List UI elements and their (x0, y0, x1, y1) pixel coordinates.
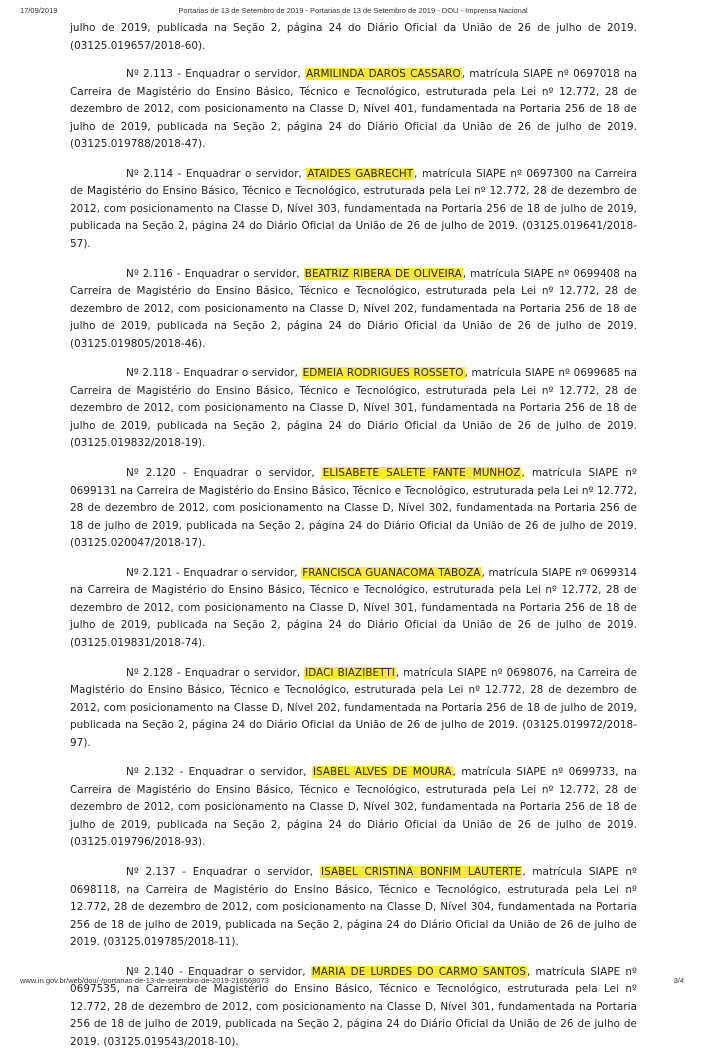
portaria-entry (70, 66, 637, 154)
portaria-entry (70, 266, 637, 354)
entry-prefix: Nº 2.120 - Enquadrar o servidor, (126, 467, 315, 480)
page-number: 3/4 (673, 976, 684, 985)
entry-prefix: Nº 2.121 - Enquadrar o servidor, (126, 566, 298, 579)
entry-text: , matrícula SIAPE nº 0698076, na Carreira de Magistério do Ensino Básico, Técnico e Tecnológico, estruturada pela Lei nº 12.772, 28 de dezembro de 2012, com posicionamento na Classe D, Nível 202, fundamentada na Portaria 256 de 18 de julho de 2019, publicada na Seção 2, página 24 do Diário Oficial da União de 26 de julho de 2019. (03125.019972/2018-97). (70, 666, 638, 749)
entry-text: , matrícula SIAPE nº 0697535, na Carreira de Magistério do Ensino Básico, Técnico e Tecnológico, estruturada pela Lei nº 12.772, 28 de dezembro de 2012, com posicionamento na Classe D, Nível 301, fundamentada na Portaria 256 de 18 de julho de 2019, publicada na Seção 2, página 24 do Diário Oficial da União de 26 de julho de 2019. (03125.019543/2018-10). (70, 965, 638, 1048)
entry-prefix: Nº 2.114 - Enquadrar o servidor, (126, 167, 302, 180)
entry-prefix: Nº 2.116 - Enquadrar o servidor, (126, 267, 300, 280)
entry-text: , matrícula SIAPE nº 0699408 na Carreira de Magistério do Ensino Básico, Técnico e Tecnológico, estruturada pela Lei nº 12.772, 28 de dezembro de 2012, com posicionamento na Classe D, Nível 202, fundamentada na Portaria 256 de 18 de julho de 2019, publicada na Seção 2, página 24 do Diário Oficial da União de 26 de julho de 2019. (03125.019805/2018-46). (70, 267, 638, 350)
entry-text: , matrícula SIAPE nº 0697300 na Carreira de Magistério do Ensino Básico, Técnico e Tecnológico, estruturada pela Lei nº 12.772, 28 de dezembro de 2012, com posicionamento na Classe D, Nível 303, fundamentada na Portaria 256 de 18 de julho de 2019, publicada na Seção 2, página 24 do Diário Oficial da União de 26 de julho de 2019. (03125.019641/2018-57). (70, 167, 637, 251)
highlighted-name: ATAIDES GABRECHT (307, 167, 414, 180)
continuation-paragraph: julho de 2019, publicada na Seção 2, página 24 do Diário Oficial da União de 26 de julho de 2019. (03125.019657/2018-60). (70, 22, 637, 52)
portaria-entry (70, 365, 637, 453)
highlighted-name: ARMILINDA DAROS CASSARO (306, 68, 461, 81)
print-date: 17/09/2019 (20, 6, 58, 15)
entry-prefix: Nº 2.137 - Enquadrar o servidor, (126, 865, 314, 878)
portaria-entry (70, 465, 637, 553)
page-url: www.in.gov.br/web/dou/-/portarias-de-13-de-setembro-de-2019-216568073 (20, 976, 269, 985)
entry-prefix: Nº 2.128 - Enquadrar o servidor, (126, 666, 301, 679)
entry-prefix: Nº 2.118 - Enquadrar o servidor, (126, 367, 298, 380)
highlighted-name: ISABEL ALVES DE MOURA (312, 766, 452, 779)
document-body (70, 20, 637, 1063)
entry-text: , matrícula SIAPE nº 0699131 na Carreira de Magistério do Ensino Básico, Técnico e Tecnológico, estruturada pela Lei nº 12.772, 28 de dezembro de 2012, com posicionamento na Classe D, Nível 302, fundamentada na Portaria 256 de 18 de julho de 2019, publicada na Seção 2, página 24 do Diário Oficial da União de 26 de julho de 2019. (03125.020047/2018-17). (70, 467, 637, 550)
portaria-entry (70, 166, 637, 254)
highlighted-name: BEATRIZ RIBERA DE OLIVEIRA (304, 267, 462, 280)
entry-prefix: Nº 2.140 - Enquadrar o servidor, (126, 965, 306, 978)
highlighted-name: MARIA DE LURDES DO CARMO SANTOS (311, 965, 526, 978)
entry-prefix: Nº 2.113 - Enquadrar o servidor, (126, 68, 301, 81)
print-header (0, 6, 706, 20)
entry-text: , matrícula SIAPE nº 0699733, na Carreira de Magistério do Ensino Básico, Técnico e Tecnológico, estruturada pela Lei nº 12.772, 28 de dezembro de 2012, com posicionamento na Classe D, Nível 302, fundamentada na Portaria 256 de 18 de julho de 2019, publicada na Seção 2, página 24 do Diário Oficial da União de 26 de julho de 2019. (03125.019796/2018-93). (70, 766, 637, 849)
highlighted-name: IDACI BIAZIBETTI (305, 666, 395, 679)
portaria-entry (70, 665, 637, 753)
entry-text: , matrícula SIAPE nº 0697018 na Carreira de Magistério do Ensino Básico, Técnico e Tecnológico, estruturada pela Lei nº 12.772, 28 de dezembro de 2012, com posicionamento na Classe D, Nível 401, fundamentada na Portaria 256 de 18 de julho de 2019, publicada na Seção 2, página 24 do Diário Oficial da União de 26 de julho de 2019. (03125.019788/2018-47). (70, 68, 638, 151)
entry-text: , matrícula SIAPE nº 0699314 na Carreira de Magistério do Ensino Básico, Técnico e Tecnológico, estruturada pela Lei nº 12.772, 28 de dezembro de 2012, com posicionamento na Classe D, Nível 301, fundamentada na Portaria 256 de 18 de julho de 2019, publicada na Seção 2, página 24 do Diário Oficial da União de 26 de julho de 2019. (03125.019831/2018-74). (70, 566, 638, 649)
highlighted-name: ELISABETE SALETE FANTE MUNHOZ (322, 467, 521, 480)
highlighted-name: ISABEL CRISTINA BONFIM LAUTERTE (321, 865, 522, 878)
entry-text: , matrícula SIAPE nº 0699685 na Carreira de Magistério do Ensino Básico, Técnico e Tecnológico, estruturada pela Lei nº 12.772, 28 de dezembro de 2012, com posicionamento na Classe D, Nível 301, fundamentada na Portaria 256 de 18 de julho de 2019, publicada na Seção 2, página 24 do Diário Oficial da União de 26 de julho de 2019. (03125.019832/2018-19). (70, 367, 637, 450)
entry-text: , matrícula SIAPE nº 0698118, na Carreira de Magistério do Ensino Básico, Técnico e Tecnológico, estruturada pela Lei nº 12.772, 28 de dezembro de 2012, com posicionamento na Classe D, Nível 304, fundamentada na Portaria 256 de 18 de julho de 2019, publicada na Seção 2, página 24 do Diário Oficial da União de 26 de julho de 2019. (03125.019785/2018-11). (70, 865, 637, 949)
highlighted-name: FRANCISCA GUANACOMA TABOZA (302, 566, 481, 579)
portaria-entry (70, 864, 637, 952)
portaria-entry (70, 565, 637, 653)
portaria-entry (70, 764, 637, 852)
print-footer (0, 976, 706, 988)
entry-prefix: Nº 2.132 - Enquadrar o servidor, (126, 766, 307, 779)
highlighted-name: EDMEIA RODRIGUES ROSSETO (302, 367, 464, 380)
print-page-title: Portarias de 13 de Setembro de 2019 - Portarias de 13 de Setembro de 2019 - DOU - Imprensa Nacional (178, 6, 528, 15)
